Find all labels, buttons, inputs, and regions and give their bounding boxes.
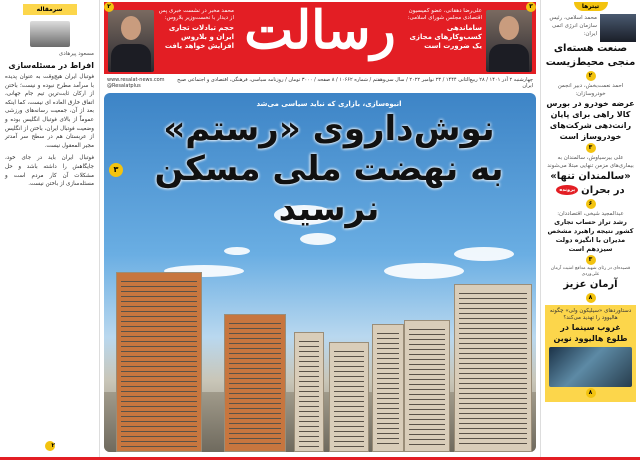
story-kicker: علی‌رضا دهقانی، عضو کمیسیون اقتصادی مجلس شورای اسلامی: (407, 8, 482, 21)
page-badge: ۸ (586, 388, 596, 398)
newspaper-logo: رسالت (244, 0, 396, 61)
editorial-column (0, 0, 100, 460)
person-photo (108, 10, 154, 72)
lead-story[interactable] (104, 93, 536, 452)
story-4[interactable] (545, 210, 636, 265)
story-kicker: محمد اسلامی، رئیس سازمان انرژی اتمی ایران: (549, 15, 597, 37)
story-6[interactable] (545, 305, 636, 402)
story-headline: رشد تراز حساب تجاری کشور نتیجه راهبرد مشخص مدیران با انگیزه دولت سیزدهم است (547, 218, 634, 253)
film-still (549, 347, 632, 387)
story-5[interactable] (545, 266, 636, 303)
dateline (104, 74, 536, 92)
dateline-links (107, 77, 165, 89)
lead-kicker: انبوه‌سازی، بازاری که نباید سیاسی می‌شد (256, 100, 402, 108)
page-badge: ۳ (586, 255, 596, 265)
masthead-story-right[interactable] (406, 8, 482, 51)
story-kicker: دستاوردهای «سیلیکون ولی» چگونه هالیوود را تهدید می‌کند؟ (549, 308, 632, 321)
website-link[interactable]: www.resalat-news.com (107, 77, 165, 83)
author-name: مسعود پیرهادی (58, 51, 94, 57)
story-headline: ساماندهی کسب‌وکارهای مجازی یک ضرورت است (409, 24, 482, 50)
story-headline: غروب سینما در طلوع هالیوود نوین (553, 323, 628, 343)
lead-headline-block (128, 99, 530, 229)
page-badge: ۳ (109, 163, 123, 177)
masthead-story-left[interactable] (158, 8, 234, 51)
section-label: تیترها (574, 2, 608, 11)
story-headline: حجم تبادلات تجاری ایران و بلاروس افزایش خواهد یافت (164, 24, 234, 50)
person-photo (600, 14, 636, 42)
story-headline: عرضه خودرو در بورس کالا راهی برای پایان رانت‌دهی شرکت‌های خودروساز است (546, 99, 635, 141)
page-badge: ۸ (586, 293, 596, 303)
paragraph: فوتبال ایران هیچ‌وقت به عنوان پدیده با سرآمد مطرح نبوده و نیست؛ باختن از ارکان ثابت‌ترین تیم جام جهانی، اتفاق خارق العاده ای نیست، کما اینکه بعد از آن، جمعیت رسانه‌های ورزشی عموماً از بالای فوتبال انگلیس بوده و وضعیت فوتبال ایران، باختن از انگلیس از عربستان هم در سطح سر آمدتر مجیر المعقول نیست. (5, 74, 94, 149)
page-badge: ۲ (586, 71, 596, 81)
editorial-body (5, 73, 94, 189)
front-center (100, 0, 540, 460)
story-kicker: محمد مخبر در نشست خبری پس از دیدار با نخست‌وزیر بلاروس: (158, 8, 234, 21)
story-kicker: علی بیرسیاوش، سالمندان به بیماری‌های مزمن تنهایی مبتلا می‌شوند (547, 155, 634, 169)
editorial-title: افراط در مسئله‌سازی (8, 61, 94, 70)
section-label: سرمقاله (23, 4, 77, 15)
masthead (104, 2, 536, 74)
dossier-tag: پرونده (556, 185, 578, 195)
story-headline: آرمان عزیز (563, 279, 618, 290)
page-badge: ۳ (586, 143, 596, 153)
page-badge: ۳ (526, 2, 536, 12)
lead-headline-line1: نوش‌داروی «رستم» (163, 109, 495, 149)
social-handle[interactable]: @Resalatplus (107, 83, 141, 89)
story-kicker: احمد نعمت‌بخش، دبیر انجمن خودروسازان: (557, 83, 624, 97)
person-photo (486, 10, 532, 72)
story-1[interactable] (545, 14, 636, 81)
paragraph: فوتبال ایران باید در جای خود، جایگاهش را داشته باشد و حل مشکلات آن کار مردم است و مسئله‌سازی از باختن نیست. (5, 155, 94, 188)
issue-info: چهارشنبه ۲ آذر ۱۴۰۱ / ۲۸ ربیع‌الثانی ۱۴۴۴ / ۲۳ نوامبر ۲۰۲۲ / سال سی‌وهفتم / شماره ۱۰۶۶۲ / ۸ صفحه / ۳۰۰۰ تومان / روزنامه سیاسی، فرهنگی، اقتصادی و اجتماعی صبح ایران (177, 77, 533, 89)
author-photo (30, 21, 70, 47)
page-badge: ۲ (104, 2, 114, 12)
story-2[interactable] (545, 82, 636, 153)
story-headline: «سالمندان تنها» (550, 171, 631, 182)
story-3[interactable] (545, 154, 636, 209)
story-kicker: عبدالمجید شیخی، اقتصاددان: (557, 211, 624, 217)
story-headline: در بحران (581, 185, 625, 196)
lead-headline-line2: به نهضت ملی مسکن نرسید (154, 149, 504, 229)
page-badge: ۶ (586, 199, 596, 209)
page-badge: ۲ (45, 441, 55, 451)
story-kicker: قصیده‌ای در رثای شهید مدافع امنیت آرمان علی‌وردی (550, 266, 631, 277)
story-headline: صنعت هسته‌ای منجی محیط‌زیست (545, 43, 636, 68)
headlines-column (540, 0, 640, 460)
